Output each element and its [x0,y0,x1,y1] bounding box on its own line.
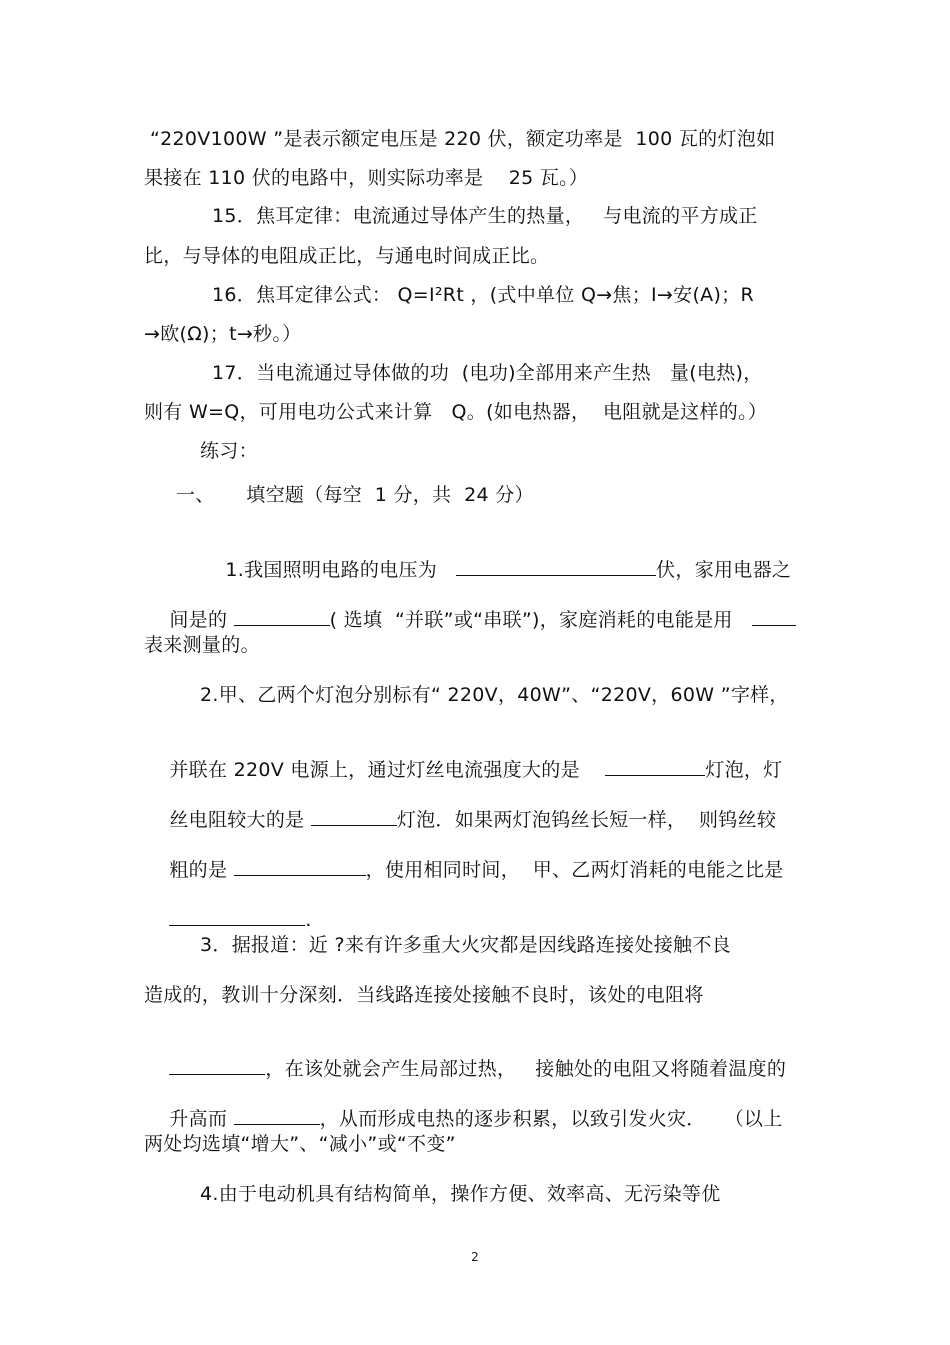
text-line: 则有 W=Q，可用电功公式来计算 Q。(如电热器， 电阻就是这样的。） [144,401,768,423]
answer-blank[interactable] [234,1106,320,1125]
answer-blank[interactable] [605,757,705,776]
text-segment: ，使用相同时间， 甲、乙两灯消耗的电能之比是 [365,859,784,881]
text-segment: ( 选填 “并联”或“串联”)，家庭消耗的电能是用 [329,609,752,631]
text-segment: ，从而形成电热的逐步积累，以致引发火灾． （以上 [319,1108,783,1130]
section-heading: 一、 填空题（每空 1 分，共 24 分） [176,484,534,506]
question-line: 3．据报道：近 ?来有许多重大火灾都是因线路连接处接触不良 [200,934,731,956]
text-segment: 间是的 [169,609,234,631]
text-segment: 1.我国照明电路的电压为 [225,559,457,581]
answer-blank[interactable] [752,607,796,626]
text-segment: . [305,909,312,931]
text-line: 造成的，教训十分深刻．当线路连接处接触不良时，该处的电阻将 [144,984,704,1006]
answer-blank[interactable] [234,857,366,876]
text-line: 两处均选填“增大”、“减小”或“不变” [144,1133,456,1155]
text-segment: 并联在 220V 电源上，通过灯丝电流强度大的是 [169,759,606,781]
question-line: 4.由于电动机具有结构简单，操作方便、效率高、无污染等优 [200,1183,721,1205]
text-line: 比，与导体的电阻成正比，与通电时间成正比。 [144,245,550,267]
answer-blank[interactable] [311,807,397,826]
page-number: 2 [471,1250,479,1264]
text-line: “220V100W ”是表示额定电压是 220 伏，额定功率是 100 瓦的灯泡如 [150,128,776,150]
text-line: →欧(Ω)；t→秒。） [144,323,302,345]
answer-blank[interactable] [234,607,330,626]
answer-blank[interactable] [169,1056,265,1075]
text-segment: ，在该处就会产生局部过热， 接触处的电阻又将随着温度的 [265,1058,787,1080]
text-line: 16．焦耳定律公式： Q=I²Rt ，(式中单位 Q→焦；I→安(A)；R [212,284,754,306]
text-segment: 粗的是 [169,859,234,881]
text-line: 表来测量的。 [144,634,260,656]
text-segment: 升高而 [169,1108,234,1130]
text-segment: 伏，家用电器之 [656,559,792,581]
text-segment: 灯泡，灯 [705,759,783,781]
text-line: 17．当电流通过导体做的功 (电功)全部用来产生热 量(电热)， [212,362,763,384]
text-line: 15．焦耳定律：电流通过导体产生的热量， 与电流的平方成正 [212,205,758,227]
text-segment: 灯泡．如果两灯泡钨丝长短一样， 则钨丝较 [396,809,777,831]
section-label: 练习： [200,440,258,462]
text-line: 果接在 110 伏的电路中，则实际功率是 25 瓦。） [144,167,589,189]
answer-blank[interactable] [169,907,305,926]
question-line: 2.甲、乙两个灯泡分别标有“ 220V，40W”、“220V，60W ”字样， [200,684,789,706]
text-segment: 丝电阻较大的是 [169,809,311,831]
answer-blank[interactable] [456,557,656,576]
